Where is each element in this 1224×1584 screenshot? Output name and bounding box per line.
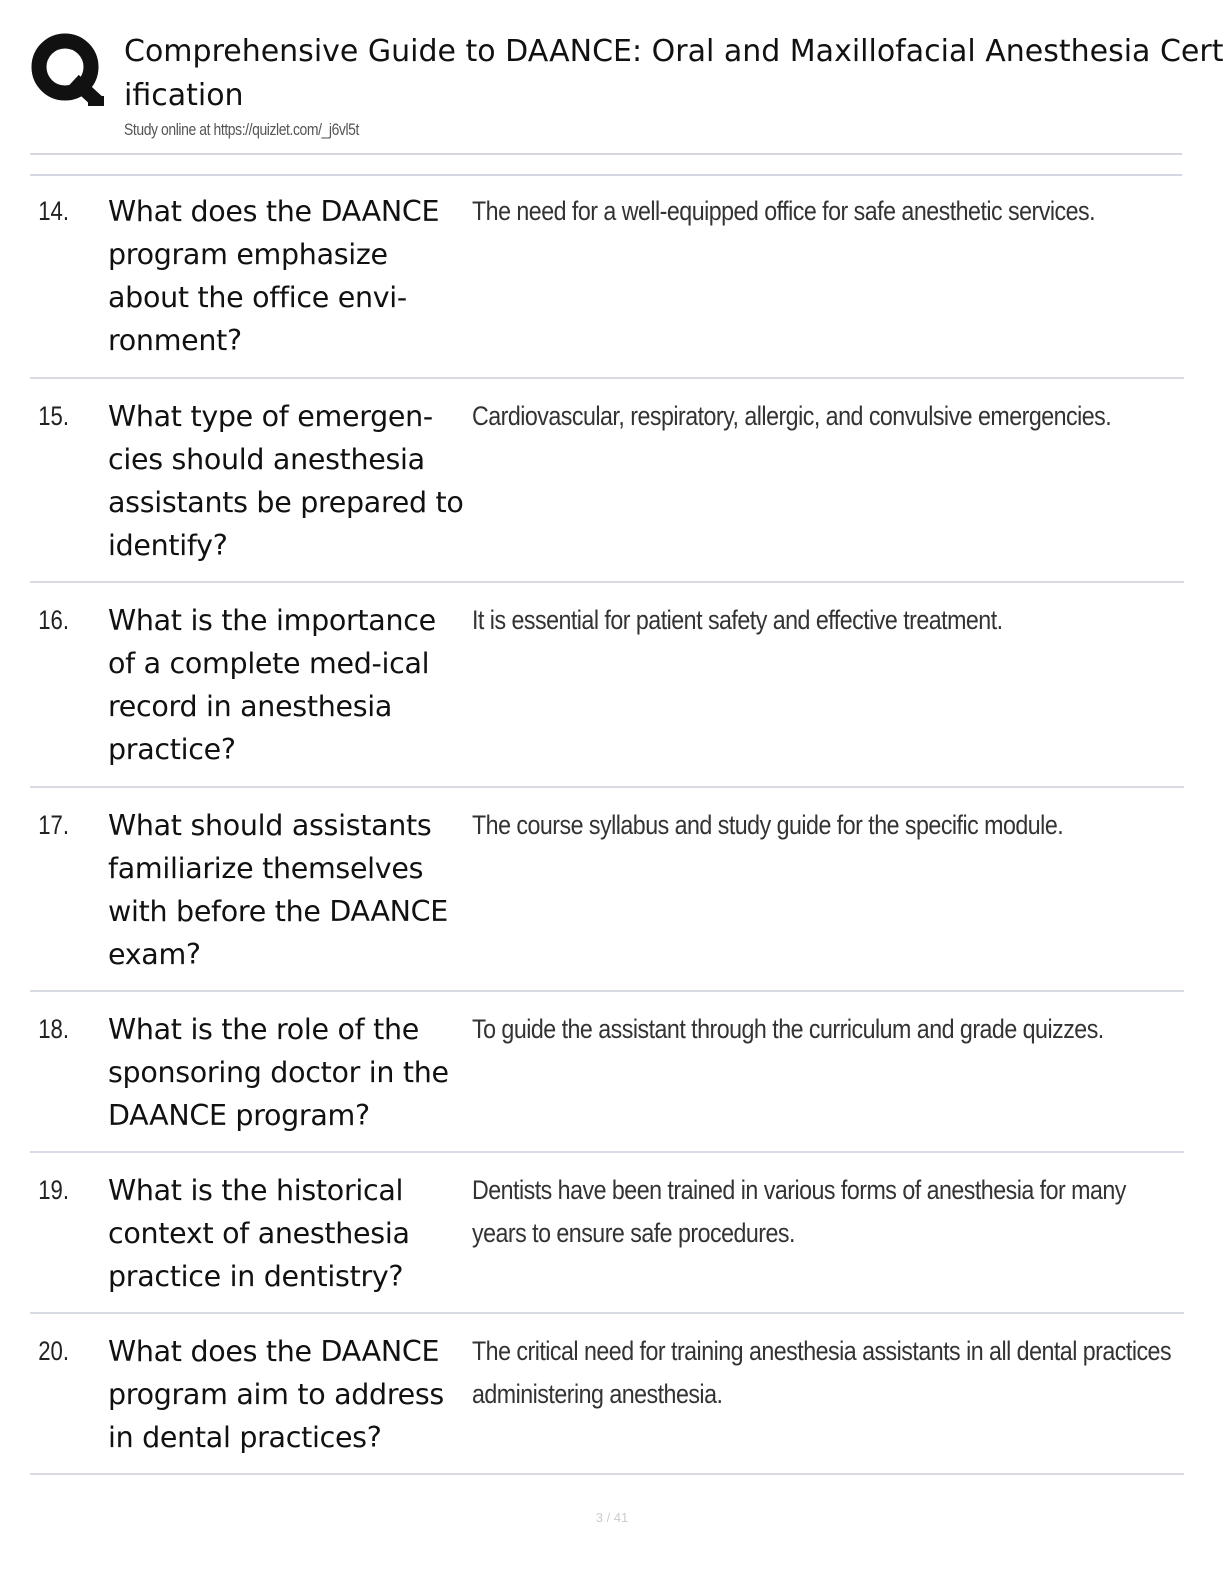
card-definition-text: Dentists have been trained in various forms of anesthesia for many years to ensure safe procedures. — [472, 1175, 1126, 1248]
card-definition-text: It is essential for patient safety and effective treatment. — [472, 605, 1003, 635]
card-term: What is the historical context of anesthesia practice in dentistry? — [108, 1174, 410, 1293]
card-number: 16. — [38, 605, 69, 635]
card-definition-text: The need for a well-equipped office for safe anesthetic services. — [472, 196, 1096, 226]
card-definition — [470, 190, 1184, 377]
card-term: What type of emergen-cies should anesthesia assistants be prepared to identify? — [108, 400, 464, 562]
study-online-link[interactable]: Study online at https://quizlet.com/_j6vl5t — [124, 120, 359, 139]
flashcard-row — [30, 1153, 1184, 1314]
card-term: What does the DAANCE program emphasize about the office envi-ronment? — [108, 195, 440, 357]
flashcard-row — [30, 379, 1184, 583]
set-title: Comprehensive Guide to DAANCE: Oral and Maxillofacial Anesthesia Certification — [124, 34, 1224, 113]
card-definition — [470, 599, 1184, 786]
card-definition — [470, 804, 1184, 990]
card-number: 14. — [38, 196, 69, 226]
card-definition — [470, 1008, 1184, 1151]
card-definition — [470, 1330, 1184, 1473]
card-number: 19. — [38, 1175, 69, 1205]
card-number: 20. — [38, 1336, 69, 1366]
card-term: What is the importance of a complete med-ical record in anesthesia practice? — [108, 604, 436, 766]
card-number: 18. — [38, 1014, 69, 1044]
card-definition — [470, 395, 1184, 581]
flashcard-row — [30, 583, 1184, 788]
flashcard-row — [30, 174, 1184, 379]
card-definition-text: To guide the assistant through the curriculum and grade quizzes. — [472, 1014, 1104, 1044]
card-definition — [470, 1169, 1184, 1312]
card-number: 15. — [38, 401, 69, 431]
card-term: What is the role of the sponsoring doctor in the DAANCE program? — [108, 1013, 449, 1132]
flashcard-list — [30, 174, 1184, 1475]
card-number: 17. — [38, 810, 69, 840]
card-definition-text: The course syllabus and study guide for the specific module. — [472, 810, 1064, 840]
flashcard-row — [30, 992, 1184, 1153]
page-number: 3 / 41 — [595, 1510, 629, 1525]
card-term: What should assistants familiarize themselves with before the DAANCE exam? — [108, 809, 448, 971]
flashcard-row — [30, 1314, 1184, 1475]
quizlet-q-logo-icon — [30, 32, 104, 106]
card-definition-text: Cardiovascular, respiratory, allergic, and convulsive emergencies. — [472, 401, 1112, 431]
card-definition-text: The critical need for training anesthesia assistants in all dental practices administering anesthesia. — [472, 1336, 1172, 1409]
card-term: What does the DAANCE program aim to address in dental practices? — [108, 1335, 444, 1454]
flashcard-row — [30, 788, 1184, 992]
header-divider — [30, 153, 1182, 155]
